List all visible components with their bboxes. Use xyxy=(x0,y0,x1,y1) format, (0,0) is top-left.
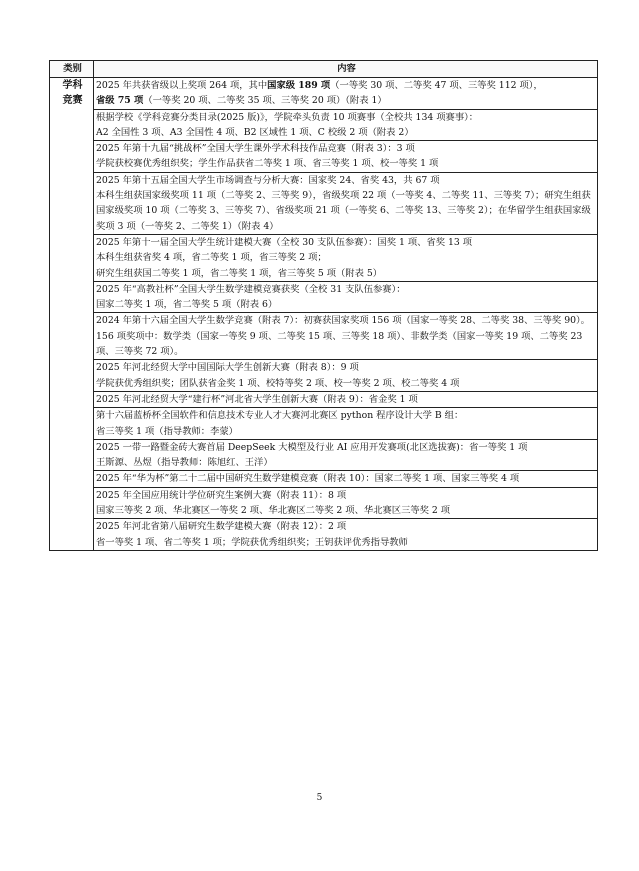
content-line: 2025 年共获省级以上奖项 264 项，其中国家级 189 项（一等奖 30 项、二等奖 47 项、三等奖 112 项）， xyxy=(96,80,543,91)
content-cell xyxy=(94,487,598,519)
table-row xyxy=(50,360,598,392)
table-row xyxy=(50,519,598,551)
competition-table xyxy=(49,60,598,551)
content-line: 2025 年河北经贸大学“建行杯”河北省大学生创新大赛（附表 9）：省金奖 1 项 xyxy=(96,393,418,405)
table-row xyxy=(50,141,598,173)
content-line: 2024 年第十六届全国大学生数学竞赛（附表 7）：初赛获国家奖项 156 项（国家一等奖 28、二等奖 38、三等奖 90）。156 项奖项中：数学类（国家一等奖 9 项、二等奖 15 项、三等奖 18 项）、非数学类（国家一等奖 19 项、二等奖 23 项、三等奖 72 项）。 xyxy=(96,315,590,358)
table-row xyxy=(50,487,598,519)
table-row xyxy=(50,281,598,313)
content-line: 学院获校赛优秀组织奖；学生作品获省二等奖 1 项、省三等奖 1 项、校一等奖 1 项 xyxy=(96,158,439,170)
content-cell xyxy=(94,471,598,487)
content-line: 2025 年第十一届全国大学生统计建模大赛（全校 30 支队伍参赛）：国奖 1 项、省奖 13 项 xyxy=(96,236,473,248)
content-line: 省级 75 项（一等奖 20 项、二等奖 35 项、三等奖 20 项）（附表 1） xyxy=(96,95,387,107)
header-category: 类别 xyxy=(50,61,94,78)
content-cell xyxy=(94,172,598,234)
content-cell xyxy=(94,391,598,407)
table-body xyxy=(50,78,598,551)
content-cell xyxy=(94,141,598,173)
table-row xyxy=(50,408,598,440)
content-cell xyxy=(94,360,598,392)
table-row xyxy=(50,391,598,407)
content-line: A2 全国性 3 项、A3 全国性 4 项、B2 区域性 1 项、C 校级 2 项（附表 2） xyxy=(96,126,414,138)
content-line: 国家二等奖 1 项，省二等奖 5 项（附表 6） xyxy=(96,299,278,311)
content-line: 2025 年全国应用统计学位研究生案例大赛（附表 11）：8 项 xyxy=(96,489,347,501)
content-line: 2025 年“华为杯”第二十二届中国研究生数学建模竞赛（附表 10）：国家二等奖 1 项、国家三等奖 4 项 xyxy=(96,473,520,485)
content-line: 根据学校《学科竞赛分类目录(2025 版)》，学院牵头负责 10 项赛事（全校共 134 项赛事）： xyxy=(96,111,479,123)
table-header-row xyxy=(50,61,598,78)
content-line: 研究生组获国二等奖 1 项，省二等奖 1 项，省三等奖 5 项（附表 5） xyxy=(96,267,383,279)
page-number: 5 xyxy=(316,793,323,803)
table-row xyxy=(50,78,598,110)
content-line: 2025 年河北省第八届研究生数学建模大赛（附表 12）：2 项 xyxy=(96,521,347,533)
content-line: 2025 年“高教社杯”全国大学生数学建模竞赛获奖（全校 31 支队伍参赛）： xyxy=(96,283,406,295)
content-cell xyxy=(94,281,598,313)
content-line: 本科生组获国家级奖项 11 项（二等奖 2、三等奖 9），省级奖项 22 项（一等奖 4、二等奖 11、三等奖 7）；研究生组获国家级奖项 10 项（二等奖 3、三等奖 7）、省级奖项 21 项（一等奖 6、二等奖 13、三等奖 2）；在华留学生组获国家级奖项 3 项（一等奖 2、二等奖 1）（附表 4） xyxy=(96,190,591,232)
content-line: 国家三等奖 2 项、华北赛区一等奖 2 项、华北赛区二等奖 2 项、华北赛区三等奖 2 项 xyxy=(96,505,451,517)
table-row xyxy=(50,172,598,234)
content-line: 第十六届蓝桥杯全国软件和信息技术专业人才大赛河北赛区 python 程序设计大学 B 组： xyxy=(96,410,464,422)
content-line: 省一等奖 1 项、省二等奖 1 项；学院获优秀组织奖；王钥获评优秀指导教师 xyxy=(96,536,408,548)
table-row xyxy=(50,234,598,281)
content-cell xyxy=(94,408,598,440)
table-row xyxy=(50,109,598,141)
content-line: 王斯源、丛煜（指导教师：陈旭红、王洋） xyxy=(96,457,273,469)
content-line: 省三等奖 1 项（指导教师：李蒙） xyxy=(96,425,238,437)
content-line: 2025 一带一路暨金砖大赛首届 DeepSeek 大模型及行业 AI 应用开发赛项(北区选拔赛)：省一等奖 1 项 xyxy=(96,441,528,453)
table-row xyxy=(50,471,598,487)
table-row xyxy=(50,313,598,360)
table-row xyxy=(50,439,598,471)
content-line: 学院获优秀组织奖；团队获省金奖 1 项、校特等奖 2 项、校一等奖 2 项、校二等奖 4 项 xyxy=(96,377,460,389)
content-cell xyxy=(94,234,598,281)
content-line: 2025 年第十九届“挑战杯”全国大学生课外学术科技作品竞赛（附表 3）：3 项 xyxy=(96,143,415,155)
content-line: 2025 年河北经贸大学中国国际大学生创新大赛（附表 8）：9 项 xyxy=(96,362,359,374)
content-line: 2025 年第十五届全国大学生市场调查与分析大赛：国家奖 24、省奖 43，共 67 项 xyxy=(96,174,440,186)
content-cell xyxy=(94,78,598,110)
header-content: 内容 xyxy=(94,61,598,78)
content-cell xyxy=(94,313,598,360)
content-cell xyxy=(94,439,598,471)
content-cell xyxy=(94,109,598,141)
content-line: 本科生组获省奖 4 项，省二等奖 1 项，省三等奖 2 项； xyxy=(96,252,327,264)
content-cell xyxy=(94,519,598,551)
category-cell: 学科 竞赛 xyxy=(50,78,94,551)
